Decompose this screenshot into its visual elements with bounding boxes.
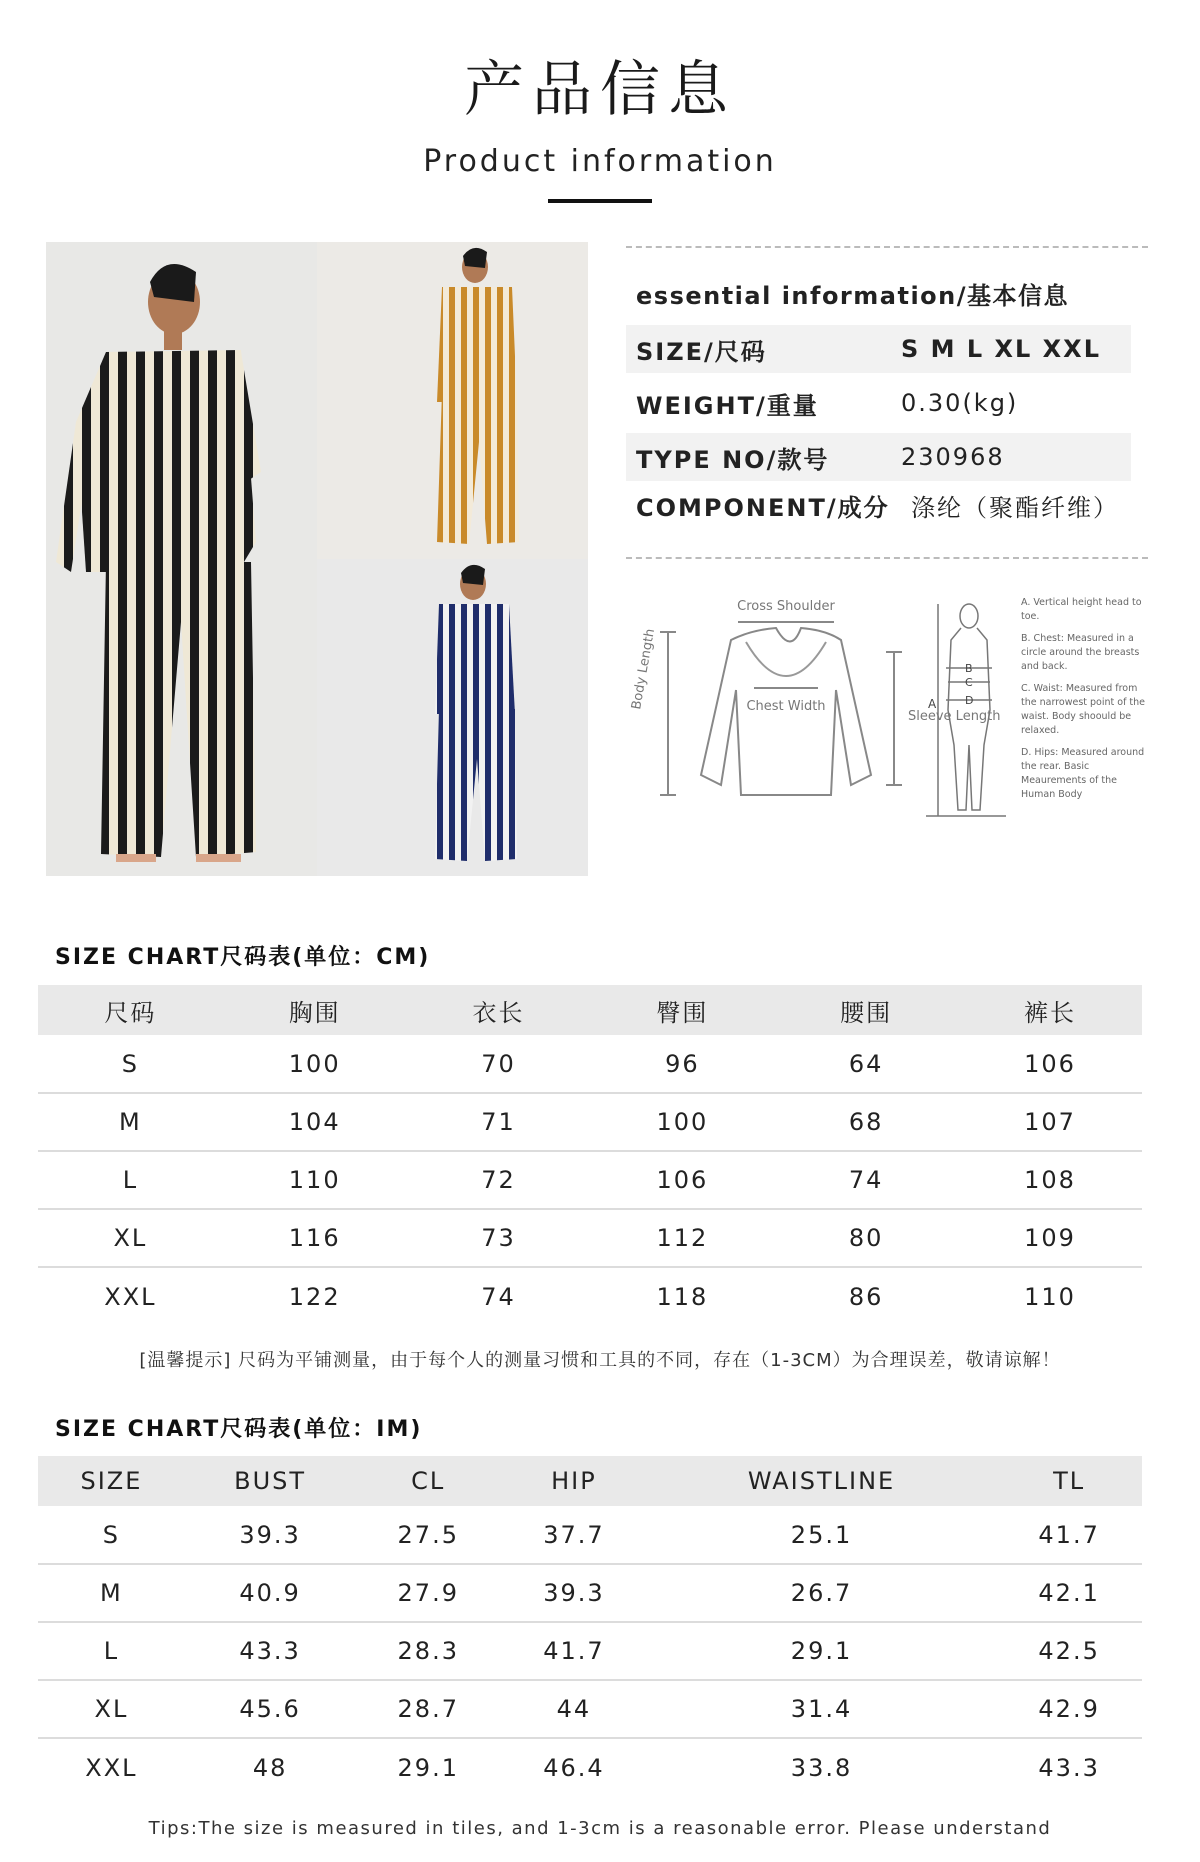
- table-row: [38, 1564, 1142, 1622]
- table-cell: 41.7: [996, 1506, 1142, 1564]
- info-label: WEIGHT/重量: [636, 391, 819, 420]
- table-cell: 44: [501, 1680, 647, 1738]
- column-header: HIP: [501, 1456, 647, 1506]
- table-cell: 109: [958, 1209, 1142, 1267]
- column-header: BUST: [185, 1456, 356, 1506]
- page-title-cn: 产品信息: [464, 55, 736, 125]
- label-body-length: Body Length: [629, 627, 659, 711]
- info-label: COMPONENT/成分: [636, 493, 890, 522]
- measurement-diagram-svg: [626, 560, 1148, 860]
- product-photo-mustard-stripe: [317, 242, 588, 559]
- table-cell: 42.1: [996, 1564, 1142, 1622]
- in-size-table: [38, 1456, 1142, 1796]
- table-cell: XXL: [104, 1282, 157, 1311]
- info-label: TYPE NO/款号: [636, 445, 830, 474]
- dashed-divider: [626, 557, 1148, 559]
- table-cell: S: [38, 1506, 185, 1564]
- measurement-diagrams: [626, 560, 1148, 860]
- table-row: [38, 1093, 1142, 1151]
- column-header: WAISTLINE: [647, 1456, 996, 1506]
- marker-b: B: [965, 662, 973, 675]
- table-cell: 73: [407, 1209, 591, 1267]
- body-note: C. Waist: Measured from the narrowest point of the waist. Body shoould be relaxed.: [1021, 683, 1146, 736]
- title-underline: [548, 199, 652, 203]
- table-cell: 43.3: [185, 1622, 356, 1680]
- table-cell: 71: [407, 1093, 591, 1151]
- table-row: [38, 1035, 1142, 1093]
- table-cell: XXL: [85, 1753, 138, 1782]
- table-cell: 31.4: [647, 1680, 996, 1738]
- body-notes: [1021, 596, 1148, 826]
- table-cell: 39.3: [185, 1506, 356, 1564]
- table-cell: 70: [407, 1035, 591, 1093]
- in-chart-title: SIZE CHART尺码表(单位：IM): [55, 1417, 423, 1442]
- table-cell: 110: [1024, 1282, 1076, 1311]
- info-value: 230968: [901, 443, 1005, 471]
- info-label: SIZE/尺码: [636, 337, 767, 366]
- table-cell: 28.3: [355, 1622, 501, 1680]
- table-cell: 106: [958, 1035, 1142, 1093]
- table-cell: 42.5: [996, 1622, 1142, 1680]
- table-cell: 68: [774, 1093, 958, 1151]
- table-cell: 29.1: [647, 1622, 996, 1680]
- table-cell: 40.9: [185, 1564, 356, 1622]
- table-row: [38, 1622, 1142, 1680]
- table-cell: L: [38, 1151, 223, 1209]
- product-photo-navy-stripe: [317, 559, 588, 876]
- table-cell: 27.9: [355, 1564, 501, 1622]
- table-cell: 100: [223, 1035, 407, 1093]
- column-header: 臀围: [590, 985, 774, 1035]
- table-cell: 37.7: [501, 1506, 647, 1564]
- info-row-type-no: [626, 433, 1131, 481]
- table-cell: M: [38, 1093, 223, 1151]
- table-cell: 42.9: [996, 1680, 1142, 1738]
- table-cell: 80: [774, 1209, 958, 1267]
- table-cell: 27.5: [355, 1506, 501, 1564]
- body-note: A. Vertical height head to toe.: [1021, 597, 1142, 622]
- info-row-component: [626, 481, 1148, 529]
- table-row: [38, 1506, 1142, 1564]
- table-cell: 118: [656, 1282, 709, 1311]
- table-cell: 43.3: [1038, 1753, 1100, 1782]
- page-title-en: Product information: [423, 144, 777, 179]
- cm-size-table: [38, 985, 1142, 1325]
- table-cell: S: [38, 1035, 223, 1093]
- essential-info-title: essential information/基本信息: [636, 282, 1070, 310]
- table-cell: 74: [481, 1282, 516, 1311]
- table-cell: 116: [223, 1209, 407, 1267]
- table-cell: XL: [38, 1680, 185, 1738]
- table-cell: 104: [223, 1093, 407, 1151]
- marker-a: A: [928, 697, 937, 711]
- table-cell: 107: [958, 1093, 1142, 1151]
- column-header: 腰围: [774, 985, 958, 1035]
- table-cell: 86: [848, 1282, 884, 1311]
- table-row: [38, 1267, 1142, 1325]
- table-cell: 64: [774, 1035, 958, 1093]
- table-row: [38, 1151, 1142, 1209]
- table-cell: 106: [590, 1151, 774, 1209]
- marker-c: C: [965, 676, 973, 689]
- table-cell: 48: [252, 1753, 288, 1782]
- column-header: 尺码: [38, 985, 223, 1035]
- in-chart-note: Tips:The size is measured in tiles, and 1-3cm is a reasonable error. Please understand: [148, 1818, 1052, 1839]
- marker-d: D: [965, 694, 974, 707]
- column-header: 裤长: [958, 985, 1142, 1035]
- body-note: D. Hips: Measured around the rear. Basic Meaurements of the Human Body: [1021, 747, 1145, 800]
- table-cell: 26.7: [647, 1564, 996, 1622]
- table-cell: 45.6: [185, 1680, 356, 1738]
- cm-chart-title: SIZE CHART尺码表(单位：CM): [55, 945, 431, 970]
- column-header: 衣长: [407, 985, 591, 1035]
- table-cell: 39.3: [501, 1564, 647, 1622]
- cm-chart-note: [温馨提示] 尺码为平铺测量，由于每个人的测量习惯和工具的不同，存在（1-3CM）为合理误差，敬请谅解！: [139, 1350, 1061, 1371]
- table-cell: M: [38, 1564, 185, 1622]
- body-note: B. Chest: Measured in a circle around the breasts and back.: [1021, 633, 1140, 672]
- table-cell: 46.4: [543, 1753, 605, 1782]
- column-header: CL: [355, 1456, 501, 1506]
- table-cell: 96: [590, 1035, 774, 1093]
- table-cell: 28.7: [355, 1680, 501, 1738]
- label-sleeve-length: Sleeve Length: [908, 709, 1001, 724]
- table-cell: 122: [288, 1282, 341, 1311]
- table-header-row: [38, 985, 1142, 1035]
- column-header: TL: [996, 1456, 1142, 1506]
- table-cell: XL: [38, 1209, 223, 1267]
- dashed-divider: [626, 246, 1148, 248]
- page-header: [0, 50, 1200, 203]
- table-cell: 33.8: [790, 1753, 853, 1782]
- table-cell: 25.1: [647, 1506, 996, 1564]
- table-cell: 100: [590, 1093, 774, 1151]
- essential-info-panel: [626, 246, 1148, 559]
- info-value: S M L XL XXL: [901, 335, 1101, 363]
- table-cell: 41.7: [501, 1622, 647, 1680]
- column-header: SIZE: [38, 1456, 185, 1506]
- info-value: 涤纶（聚酯纤维）: [911, 493, 1119, 522]
- info-row-weight: [626, 379, 1148, 427]
- table-cell: 29.1: [397, 1753, 459, 1782]
- table-row: [38, 1209, 1142, 1267]
- table-cell: 112: [590, 1209, 774, 1267]
- table-header-row: [38, 1456, 1142, 1506]
- label-chest-width: Chest Width: [746, 699, 826, 714]
- info-value: 0.30(kg): [901, 389, 1019, 417]
- product-photo-black-stripe: [46, 242, 317, 876]
- table-row: [38, 1738, 1142, 1796]
- info-row-size: [626, 325, 1131, 373]
- table-cell: 110: [223, 1151, 407, 1209]
- column-header: 胸围: [223, 985, 407, 1035]
- label-cross-shoulder: Cross Shoulder: [737, 599, 835, 614]
- table-cell: 74: [774, 1151, 958, 1209]
- table-cell: L: [38, 1622, 185, 1680]
- table-cell: 72: [407, 1151, 591, 1209]
- product-photos: [46, 242, 588, 876]
- table-cell: 108: [958, 1151, 1142, 1209]
- table-row: [38, 1680, 1142, 1738]
